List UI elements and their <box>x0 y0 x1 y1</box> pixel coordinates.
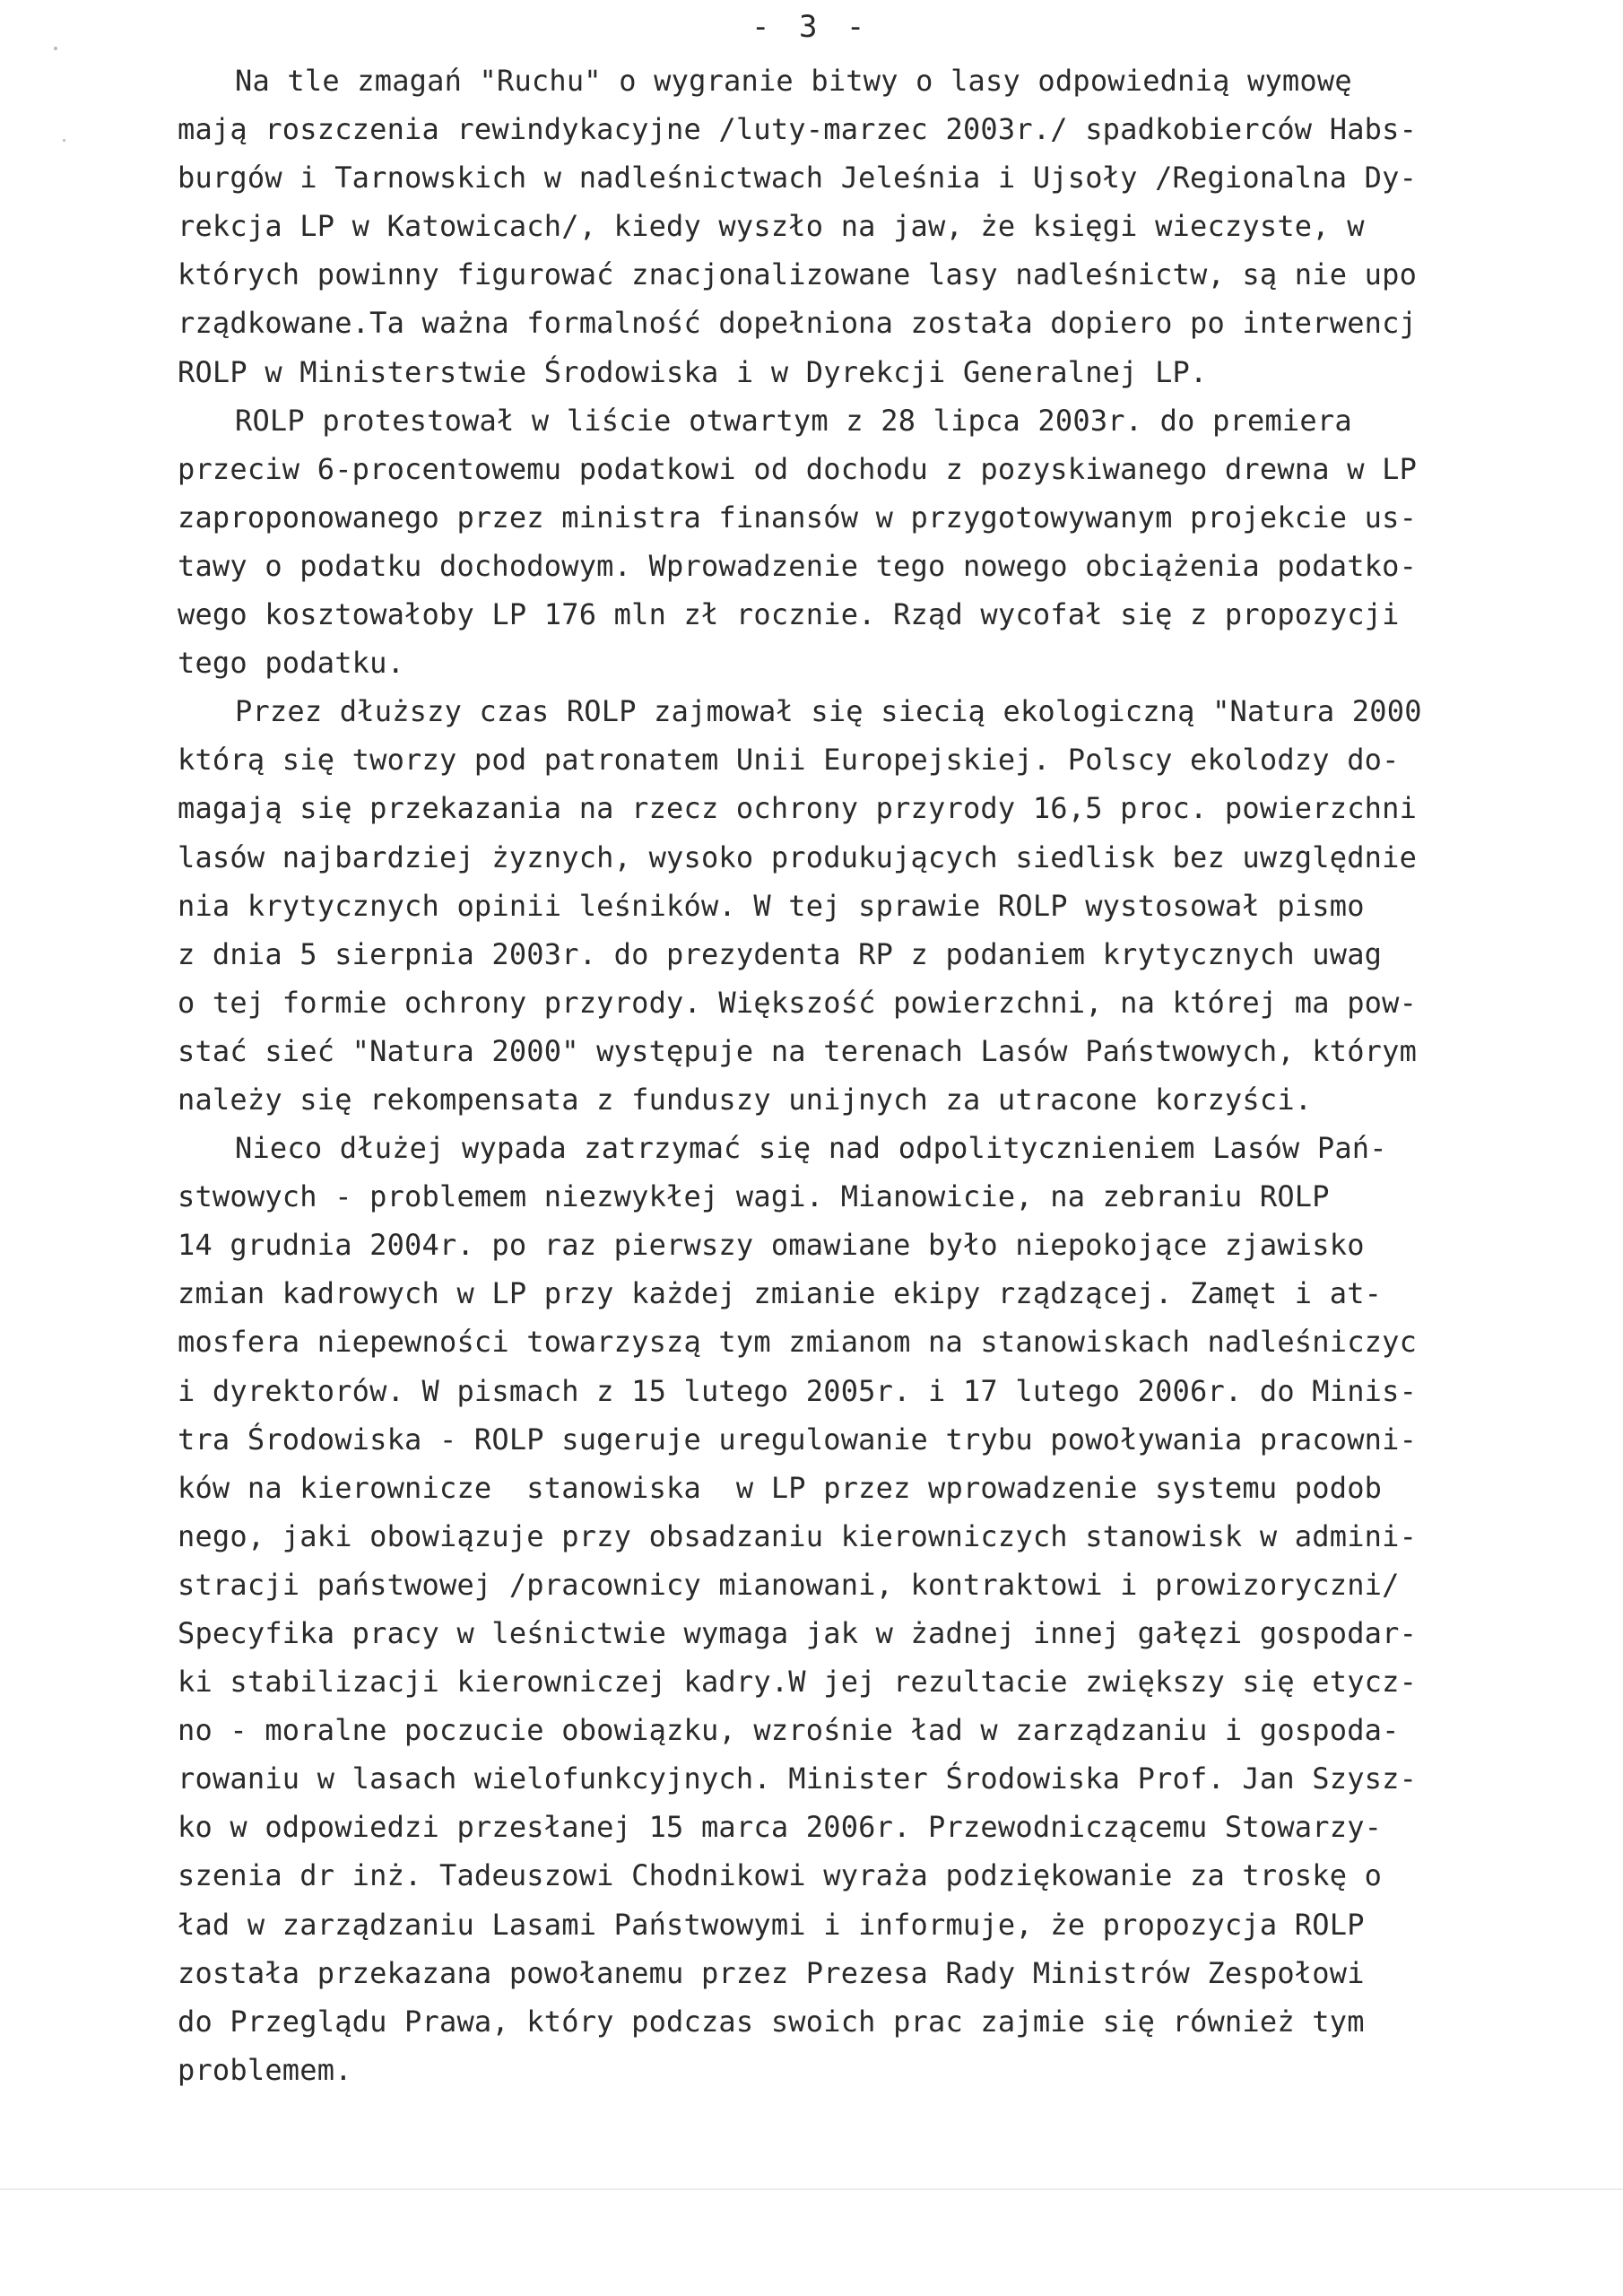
text-line: problemem. <box>178 2052 352 2087</box>
text-line: magają się przekazania na rzecz ochrony przyrody 16,5 proc. powierzchni <box>178 791 1418 826</box>
text-line: tawy o podatku dochodowym. Wprowadzenie tego nowego obciążenia podatko- <box>178 548 1418 583</box>
text-line: ROLP protestował w liście otwartym z 28 lipca 2003r. do premiera <box>235 403 1352 438</box>
text-line: no - moralne poczucie obowiązku, wzrośnie ład w zarządzaniu i gospoda- <box>178 1713 1400 1748</box>
text-line: 14 grudnia 2004r. po raz pierwszy omawiane było niepokojące zjawisko <box>178 1228 1365 1263</box>
text-line: Na tle zmagań "Ruchu" o wygranie bitwy o lasy odpowiednią wymowę <box>235 64 1352 98</box>
text-line: ROLP w Ministerstwie Środowiska i w Dyrekcji Generalnej LP. <box>178 354 1208 389</box>
text-line: nia krytycznych opinii leśników. W tej sprawie ROLP wystosował pismo <box>178 888 1365 923</box>
text-line: ko w odpowiedzi przesłanej 15 marca 2006r. Przewodniczącemu Stowarzy- <box>178 1810 1383 1845</box>
text-line: wego kosztowałoby LP 176 mln zł rocznie. Rząd wycofał się z propozycji <box>178 597 1400 632</box>
text-line: przeciw 6-procentowemu podatkowi od dochodu z pozyskiwanego drewna w LP <box>178 451 1418 486</box>
text-line: nego, jaki obowiązuje przy obsadzaniu kierowniczych stanowisk w admini- <box>178 1518 1418 1553</box>
text-line: zmian kadrowych w LP przy każdej zmianie ekipy rządzącej. Zamęt i at- <box>178 1276 1383 1311</box>
text-line: ki stabilizacji kierowniczej kadry.W jej rezultacie zwiększy się etycz- <box>178 1665 1418 1700</box>
text-line: rządkowane.Ta ważna formalność dopełniona została dopiero po interwencj <box>178 306 1418 341</box>
text-line: mosfera niepewności towarzyszą tym zmianom na stanowiskach nadleśniczyc <box>178 1325 1418 1360</box>
text-line: rekcja LP w Katowicach/, kiedy wyszło na jaw, że księgi wieczyste, w <box>178 209 1365 244</box>
text-line: o tej formie ochrony przyrody. Większość powierzchni, na której ma pow- <box>178 985 1418 1020</box>
text-line: Specyfika pracy w leśnictwie wymaga jak w żadnej innej gałęzi gospodar- <box>178 1616 1418 1650</box>
text-line: stracji państwowej /pracownicy mianowani, kontraktowi i prowizoryczni/ <box>178 1567 1400 1602</box>
page-number: - 3 - <box>751 9 871 45</box>
text-line: tra Środowiska - ROLP sugeruje uregulowanie trybu powoływania pracowni- <box>178 1422 1418 1457</box>
text-line: których powinny figurować znacjonalizowane lasy nadleśnictw, są nie upo <box>178 257 1418 292</box>
text-line: tego podatku. <box>178 646 405 681</box>
scan-bottom-edge <box>0 2188 1623 2190</box>
text-line: stać sieć "Natura 2000" występuje na terenach Lasów Państwowych, którym <box>178 1033 1418 1068</box>
text-line: do Przeglądu Prawa, który podczas swoich prac zajmie się również tym <box>178 2004 1365 2039</box>
text-line: mają roszczenia rewindykacyjne /luty-marzec 2003r./ spadkobierców Habs- <box>178 112 1418 147</box>
scan-speck-top-left <box>54 47 57 50</box>
text-line: i dyrektorów. W pismach z 15 lutego 2005r. i 17 lutego 2006r. do Minis- <box>178 1373 1418 1408</box>
text-line: została przekazana powołanemu przez Prezesa Rady Ministrów Zespołowi <box>178 1955 1365 1990</box>
text-line: należy się rekompensata z funduszy unijnych za utracone korzyści. <box>178 1082 1313 1117</box>
text-line: burgów i Tarnowskich w nadleśnictwach Jeleśnia i Ujsoły /Regionalna Dy- <box>178 161 1418 196</box>
text-line: ków na kierownicze stanowiska w LP przez wprowadzenie systemu podob <box>178 1470 1383 1505</box>
text-line: którą się tworzy pod patronatem Unii Europejskiej. Polscy ekolodzy do- <box>178 743 1400 778</box>
text-line: stwowych - problemem niezwykłej wagi. Mianowicie, na zebraniu ROLP <box>178 1179 1330 1214</box>
text-line: lasów najbardziej żyznych, wysoko produkujących siedlisk bez uwzględnie <box>178 839 1418 874</box>
text-line: rowaniu w lasach wielofunkcyjnych. Minister Środowiska Prof. Jan Szysz- <box>178 1761 1418 1796</box>
text-line: z dnia 5 sierpnia 2003r. do prezydenta RP z podaniem krytycznych uwag <box>178 936 1383 971</box>
text-line: Przez dłuższy czas ROLP zajmował się siecią ekologiczną "Natura 2000 <box>235 694 1422 729</box>
text-line: szenia dr inż. Tadeuszowi Chodnikowi wyraża podziękowanie za troskę o <box>178 1858 1383 1893</box>
text-line: zaproponowanego przez ministra finansów w przygotowywanym projekcie us- <box>178 500 1418 535</box>
typed-text-body <box>0 57 1623 2094</box>
text-line: ład w zarządzaniu Lasami Państwowymi i informuje, że propozycja ROLP <box>178 1907 1365 1942</box>
text-line: Nieco dłużej wypada zatrzymać się nad odpolitycznieniem Lasów Pań- <box>235 1131 1387 1166</box>
